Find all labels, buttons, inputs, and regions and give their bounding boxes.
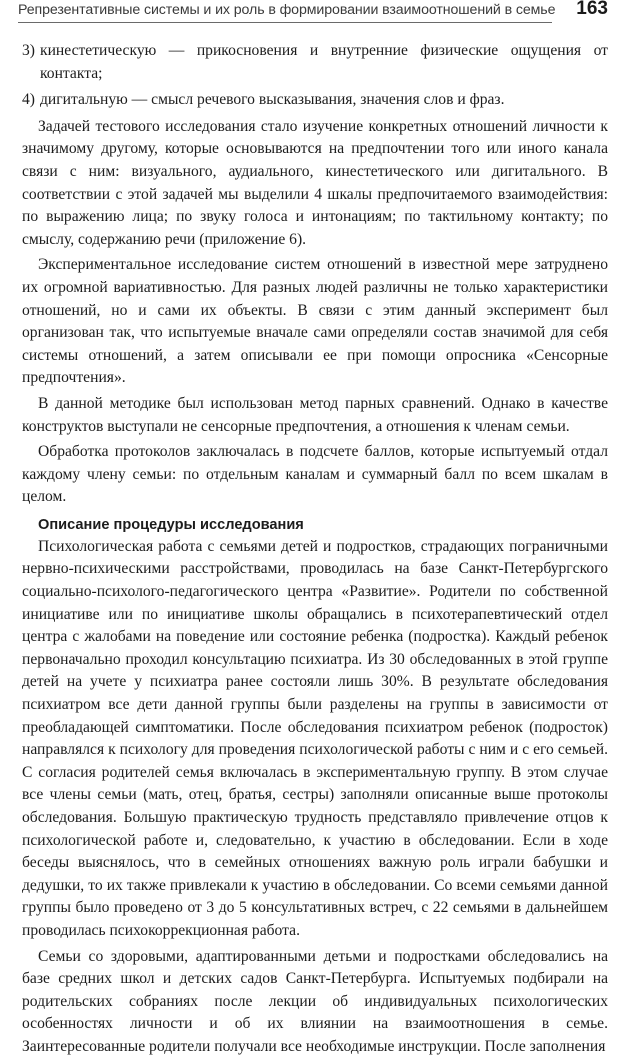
list-item-text: кинестетическую — прикосновения и внутренние физические ощущения от контакта; xyxy=(40,42,608,82)
list-item-number: 4) xyxy=(22,91,35,109)
paragraph: Обработка протоколов заключалась в подсчете баллов, которые испытуемый отдал каждому члену семьи: по отдельным каналам и суммарный балл по всем шкалам в целом. xyxy=(22,443,608,506)
list-item xyxy=(22,89,608,112)
body-text xyxy=(22,40,608,1059)
list-item-number: 3) xyxy=(22,42,35,59)
paragraph: Психологическая работа с семьями детей и подростков, страдающих пограничными нервно-психическими расстройствами, проводилась на базе Санкт-Петербургского социально-психолого-педагогического центра «Развитие». Родители по собственной инициативе или по инициативе школы обращались в психотерапевтический отдел центра с жалобами на поведение или состояние ребенка (подростка). Каждый ребенок первоначально проходил консультацию психиатра. Из 30 обследованных в этой группе детей на учете у психиатра ранее состояли лишь 30%. В результате обследования психиатром все дети данной группы были разделены на группы в зависимости от преобладающей симптоматики. После обследования психиатром ребенок (подросток) направлялся к психологу для проведения психологической работы с ним и с его семьей. С согласия родителей семья включалась в экспериментальную группу. В этом случае все члены семьи (мать, отец, братья, сестры) заполняли описанные выше протоколы обследования. Большую практическую трудность представляло привлечение отцов к психологической работе и, следовательно, к участию в обследовании. Если в ходе беседы выяснялось, что в семейных отношениях важную роль играли бабушки и дедушки, то их также привлекали к участию в обследовании. Со всеми семьями данной группы было проведено от 3 до 5 консультативных встреч, с 22 семьями в дальнейшем проводилась психокоррекционная работа. xyxy=(22,537,608,939)
paragraph: В данной методике был использован метод парных сравнений. Однако в качестве конструктов выступали не сенсорные предпочтения, а отношения к членам семьи. xyxy=(22,394,608,435)
list-item-text: дигитальную — смысл речевого высказывания, значения слов и фраз. xyxy=(40,91,505,109)
paragraph: Экспериментальное исследование систем отношений в известной мере затруднено их огромной вариативностью. Для разных людей различны не только характеристики отношений, но и сами их объекты. В связи с этим данный эксперимент был организован так, что испытуемые вначале сами определяли состав значимой для себя системы отношений, а затем описывали ее при помощи опросника «Сенсорные предпочтения». xyxy=(22,256,608,387)
list-item xyxy=(22,40,608,85)
section-heading: Описание процедуры исследования xyxy=(38,516,304,533)
header-rule xyxy=(18,22,552,23)
page-number: 163 xyxy=(576,0,608,19)
paragraph: Семьи со здоровыми, адаптированными детьми и подростками обследовались на базе средних школ и детских садов Санкт-Петербурга. Испытуемых подбирали на родительских собраниях после лекции об индивидуальных психологических особенностях личности и об их влиянии на взаимоотношения в семье. Заинтересованные родители получали все необходимые инструкции. После заполнения xyxy=(22,947,608,1055)
running-title: Репрезентативные системы и их роль в формировании взаимоотношений в семье xyxy=(18,2,556,18)
paragraph: Задачей тестового исследования стало изучение конкретных отношений личности к значимому другому, которые основываются на предпочтении того или иного канала связи с ним: визуального, аудиального, кинестетического или дигитального. В соответствии с этой задачей мы выделили 4 шкалы предпочитаемого взаимодействия: по выражению лица; по звуку голоса и интонациям; по тактильному контакту; по смыслу, содержанию речи (приложение 6). xyxy=(22,117,608,248)
running-header xyxy=(18,0,608,22)
